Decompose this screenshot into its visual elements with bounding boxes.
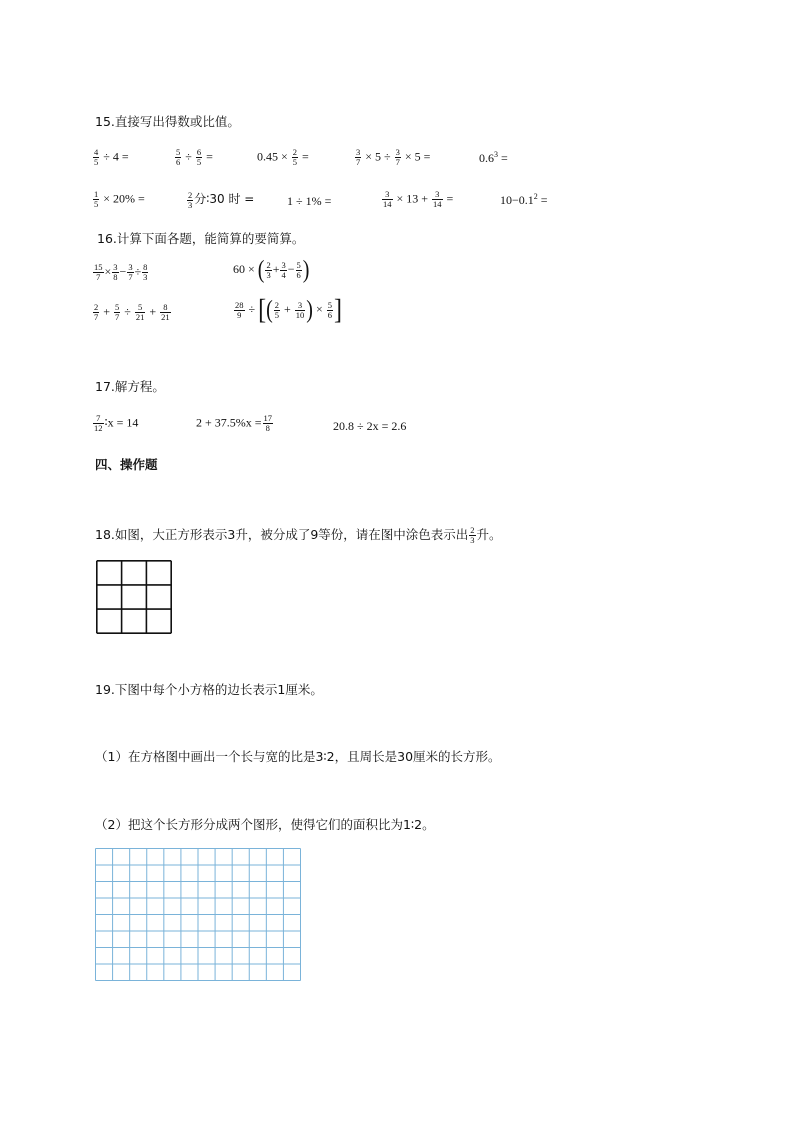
q15-item-7: $\frac{2}{3}$ 分∶30 时 = [188, 189, 255, 210]
q19-square-grid[interactable] [95, 848, 301, 981]
q18-square-grid[interactable] [96, 560, 172, 634]
q15-item-6: $\frac{1}{5}$ × 20% = [94, 189, 145, 209]
q15-item-5: $0.6^3$ = [479, 150, 508, 165]
q17-equation-1: $\frac{7}{12}$ ∶x = 14 [94, 413, 139, 433]
q15-item-8: 1 ÷ 1% = [287, 194, 332, 208]
q17-equation-2: 2 + 37.5%x = $\frac{17}{8}$ [196, 413, 273, 433]
q16-expr-4: $\frac{28}{9}$ ÷ [( $\frac{2}{5}$ + $\frac{3}{10}$ ) × $\frac{5}{6}$ ] [235, 294, 342, 326]
q15-item-2: $\frac{5}{6}$ ÷ $\frac{6}{5}$ = [176, 147, 213, 167]
q18-text: 18.如图，大正方形表示3升，被分成了9等份，请在图中涂色表示出 $\frac{2}{3}$ 升。 [95, 525, 502, 545]
q19-part-2: （2）把这个长方形分成两个图形，使得它们的面积比为1∶2。 [95, 817, 435, 832]
q19-title: 19.下图中每个小方格的边长表示1厘米。 [95, 682, 323, 697]
q15-item-4: $\frac{3}{7}$ × 5 ÷ $\frac{3}{7}$ × 5 = [356, 147, 431, 167]
section-4-heading: 四、操作题 [95, 457, 158, 472]
q16-title: 16.计算下面各题，能简算的要简算。 [97, 231, 305, 246]
q15-item-10: $10-0.1^2$ = [500, 192, 548, 207]
q16-expr-3: $\frac{2}{7}$ + $\frac{5}{7}$ ÷ $\frac{5}{21}$ + $\frac{8}{21}$ [94, 302, 170, 322]
q17-title: 17.解方程。 [95, 379, 165, 394]
q16-expr-2: 60 × ( $\frac{2}{3}$ + $\frac{3}{4}$ − $\frac{5}{6}$ ) [233, 256, 310, 284]
q17-equation-3: 20.8 ÷ 2x = 2.6 [333, 419, 407, 433]
q15-item-1: $\frac{4}{5}$ ÷ 4 = [94, 147, 129, 167]
q19-part-1: （1）在方格图中画出一个长与宽的比是3∶2，且周长是30厘米的长方形。 [95, 749, 501, 764]
q15-item-3: 0.45 × $\frac{2}{5}$ = [257, 147, 309, 167]
q16-expr-1: $\frac{15}{7}$ × $\frac{3}{8}$ − $\frac{3}{7}$ ÷ $\frac{8}{3}$ [94, 262, 148, 282]
q15-title: 15.直接写出得数或比值。 [95, 114, 240, 129]
q15-item-9: $\frac{3}{14}$ × 13 + $\frac{3}{14}$ = [383, 189, 454, 209]
